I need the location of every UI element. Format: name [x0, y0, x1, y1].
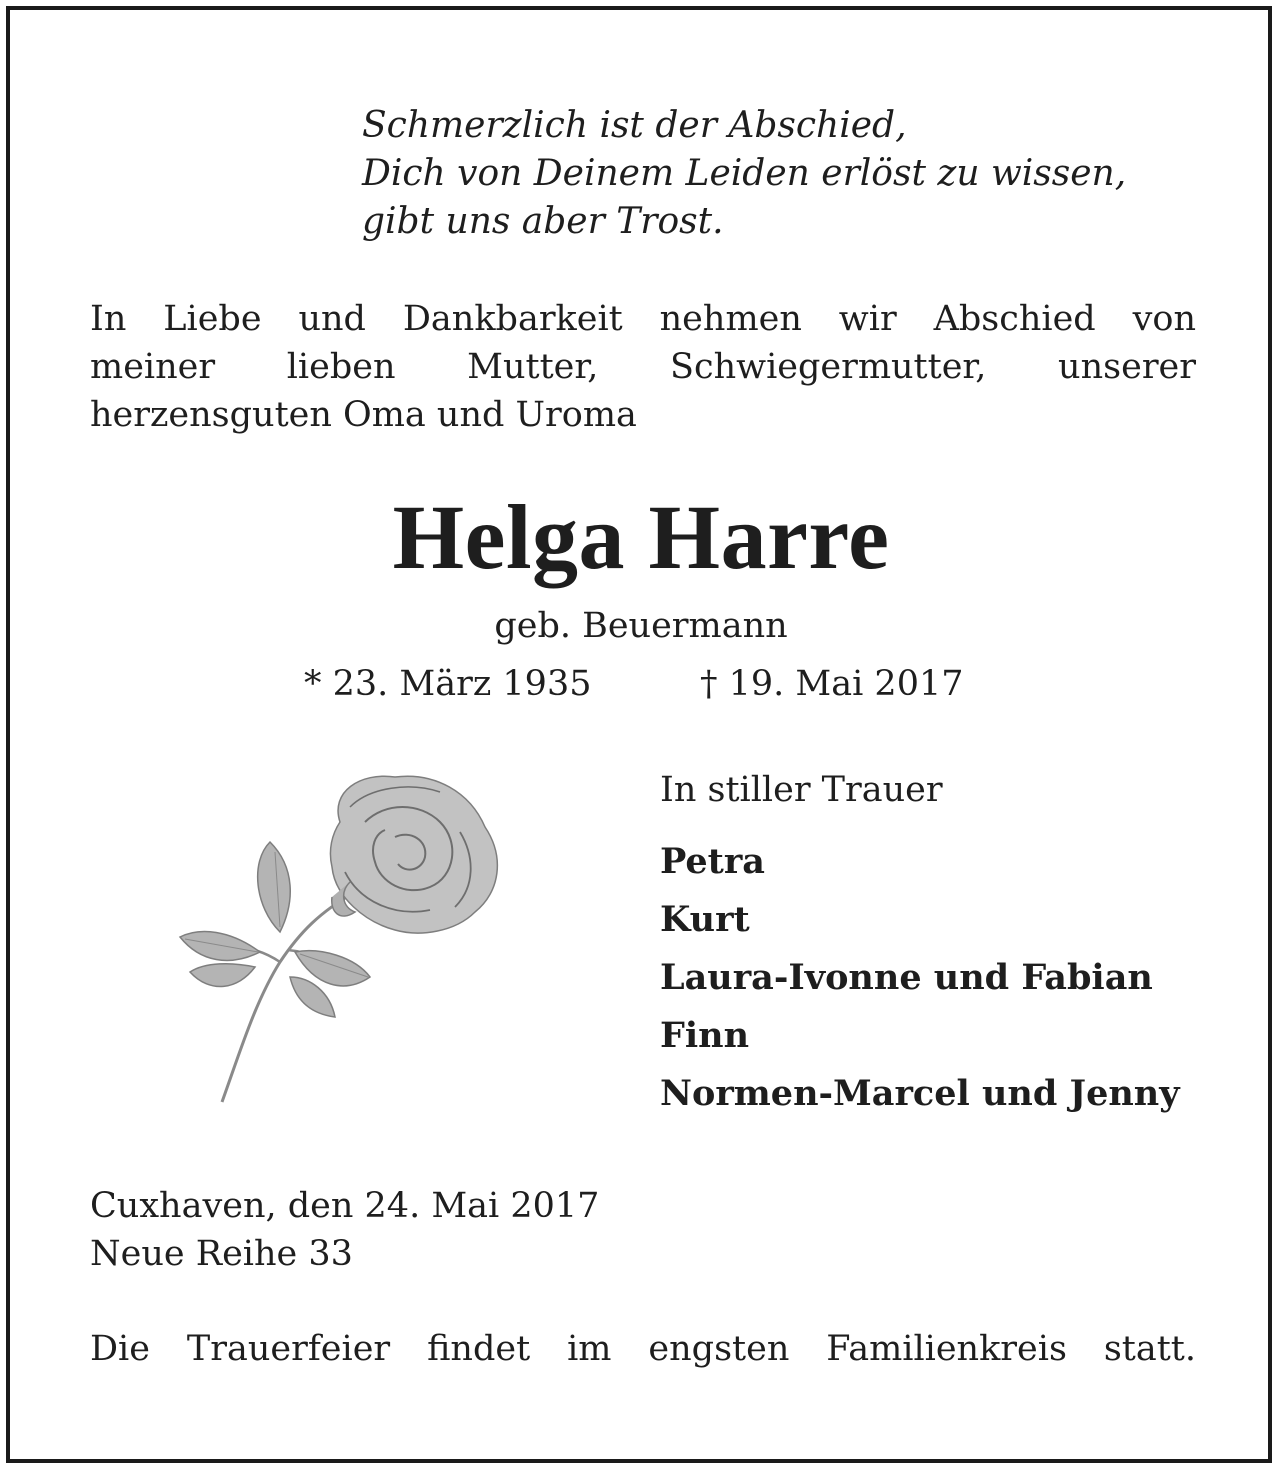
date-line: Cuxhaven, den 24. Mai 2017 — [90, 1186, 600, 1226]
place-and-date — [90, 1182, 599, 1278]
motto-verse — [362, 102, 1126, 246]
mourner-name: Finn — [660, 1015, 750, 1056]
mourner-name: Laura-Ivonne und Fabian — [660, 957, 1153, 998]
rose-illustration — [170, 762, 530, 1112]
intro-paragraph — [90, 295, 1196, 439]
mourner-name: Petra — [660, 841, 765, 882]
intro-line-2: meiner lieben Mutter, Schwiegermutter, unserer — [90, 347, 1196, 387]
mourners-list — [660, 833, 1180, 1123]
funeral-note: Die Trauerfeier findet im engsten Familienkreis statt. — [90, 1329, 1196, 1369]
life-dates — [304, 662, 964, 706]
obituary-notice — [6, 6, 1272, 1463]
motto-line-3: gibt uns aber Trost. — [362, 201, 724, 242]
intro-line-3: herzensguten Oma und Uroma — [90, 395, 637, 435]
intro-line-1: In Liebe und Dankbarkeit nehmen wir Abschied von — [90, 299, 1196, 339]
motto-line-1: Schmerzlich ist der Abschied, — [362, 105, 907, 146]
mourning-heading: In stiller Trauer — [660, 770, 943, 810]
death-date: † 19. Mai 2017 — [700, 664, 964, 704]
birth-date: * 23. März 1935 — [304, 664, 592, 704]
mourner-name: Kurt — [660, 899, 750, 940]
motto-line-2: Dich von Deinem Leiden erlöst zu wissen, — [362, 153, 1127, 194]
deceased-name: Helga Harre — [392, 486, 890, 588]
mourner-name: Normen-Marcel und Jenny — [660, 1073, 1180, 1114]
maiden-name: geb. Beuermann — [494, 606, 788, 646]
address-line: Neue Reihe 33 — [90, 1234, 353, 1274]
